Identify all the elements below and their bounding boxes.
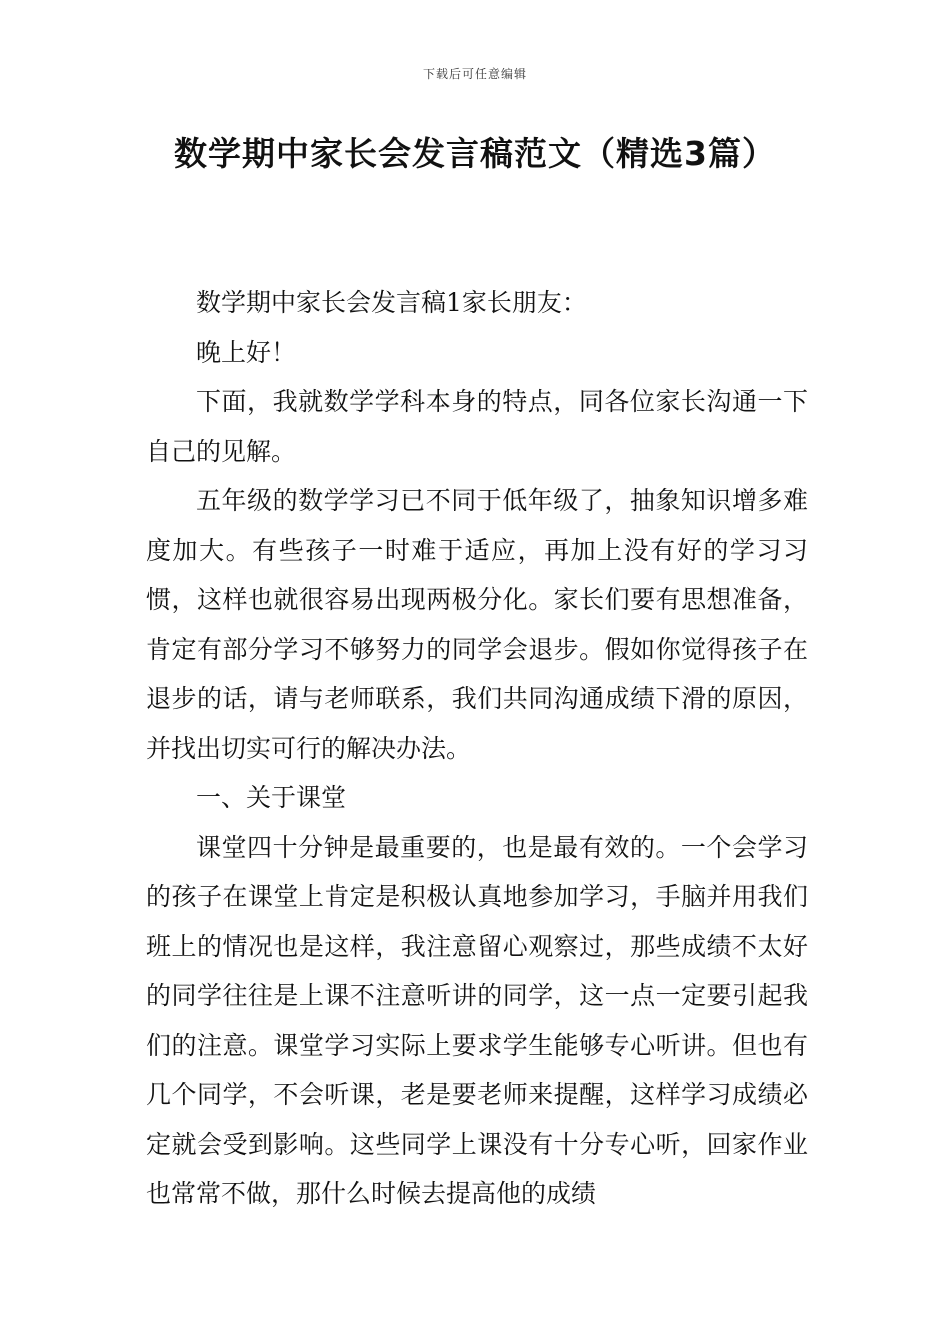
document-title: 数学期中家长会发言稿范文（精选3篇） — [174, 134, 776, 173]
paragraph-greeting: 晚上好！ — [196, 337, 297, 367]
paragraph-grade-five: 五年级的数学学习已不同于低年级了，抽象知识增多难度加大。有些孩子一时难于适应，再加上没有好的学习习惯，这样也就很容易出现两极分化。家长们要有思想准备，肯定有部分学习不够努力的同学会退步。假如你觉得孩子在退步的话，请与老师联系，我们共同沟通成绩下滑的原因，并找出切实可行的解决办法。 — [146, 486, 808, 763]
section-heading-classroom: 一、关于课堂 — [196, 783, 347, 812]
paragraph-classroom: 课堂四十分钟是最重要的，也是最有效的。一个会学习的孩子在课堂上肯定是积极认真地参加学习，手脑并用我们班上的情况也是这样，我注意留心观察过，那些成绩不太好的同学往往是上课不注意听讲的同学，这一点一定要引起我们的注意。课堂学习实际上要求学生能够专心听讲。但也有几个同学，不会听课，老是要老师来提醒，这样学习成绩必定就会受到影响。这些同学上课没有十分专心听，回家作业也常常不做，那什么时候去提高他的成绩 — [146, 832, 808, 1208]
paragraph-greeting-addressee: 数学期中家长会发言稿1家长朋友： — [196, 288, 587, 317]
paragraph-intro: 下面，我就数学学科本身的特点，同各位家长沟通一下自己的见解。 — [146, 387, 808, 466]
header-note: 下载后可任意编辑 — [422, 67, 527, 81]
document-body — [146, 278, 808, 1219]
